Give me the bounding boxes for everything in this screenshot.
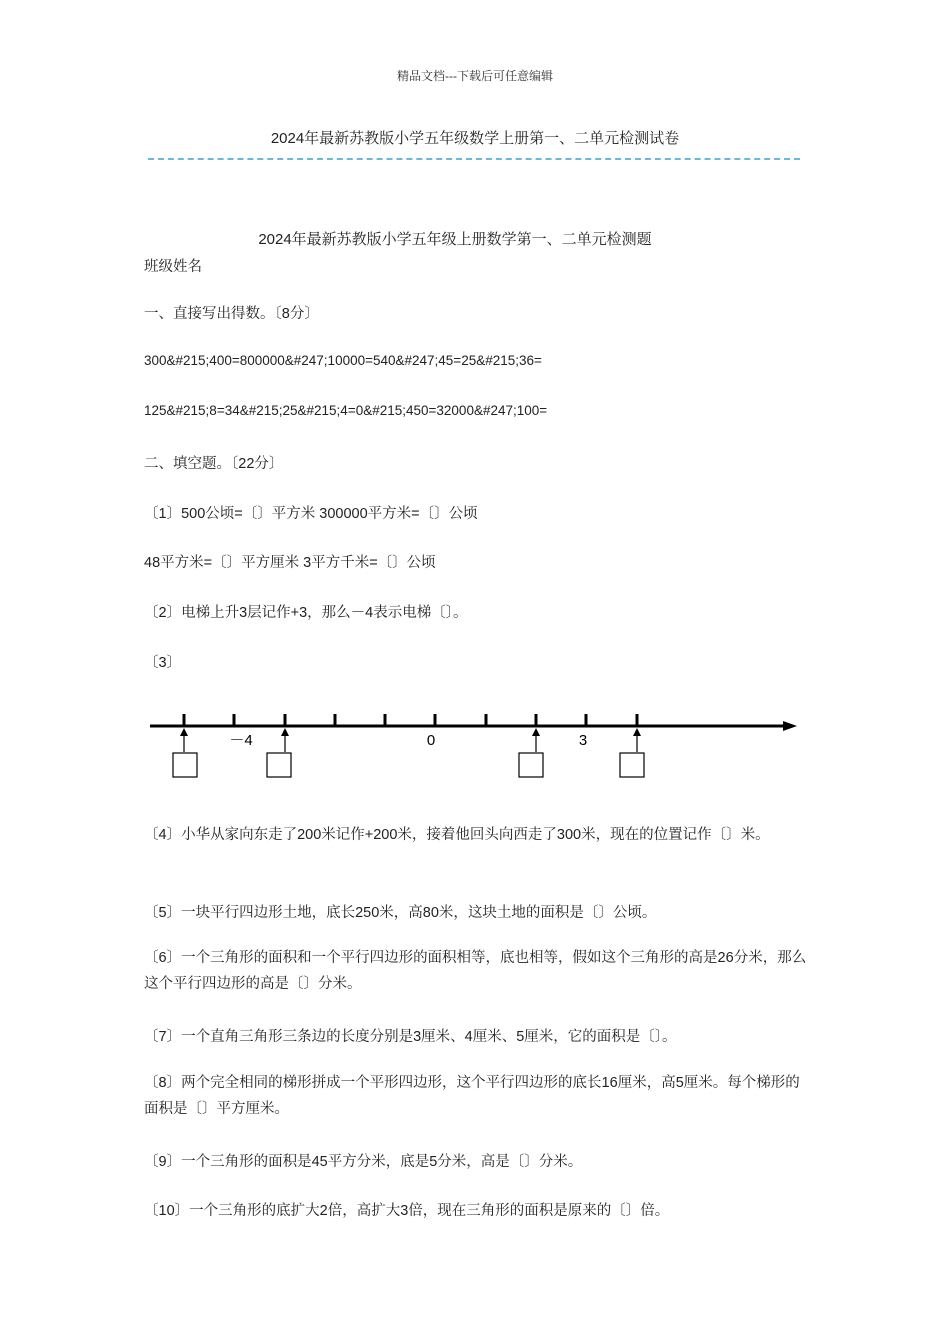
document-title: 2024年最新苏教版小学五年级数学上册第一、二单元检测试卷 xyxy=(270,130,680,147)
section1-heading: 一、直接写出得数。〔8分〕 xyxy=(144,306,319,322)
question-8: 〔8〕两个完全相同的梯形拼成一个平形四边形，这个平行四边形的底长16厘米，高5厘米。每个梯形的面积是〔〕平方厘米。 xyxy=(144,1075,800,1117)
answer-box xyxy=(267,753,291,777)
section1-row2: 125&#215;8=34&#215;25&#215;4=0&#215;450=32000&#247;100= xyxy=(144,403,548,418)
question-7: 〔7〕一个直角三角形三条边的长度分别是3厘米、4厘米、5厘米，它的面积是〔〕。 xyxy=(144,1029,677,1045)
question-2: 〔2〕电梯上升3层记作+3，那么－4表示电梯〔〕。 xyxy=(144,605,468,621)
label-three: 3 xyxy=(578,732,588,749)
answer-pointer-2 xyxy=(267,728,291,777)
question-3: 〔3〕 xyxy=(144,655,182,671)
question-9: 〔9〕一个三角形的面积是45平方分米，底是5分米，高是〔〕分米。 xyxy=(144,1154,583,1170)
up-arrow-icon xyxy=(532,728,540,736)
question-1b: 48平方米=〔〕平方厘米 3平方千米=〔〕公顷 xyxy=(144,555,436,571)
question-1a: 〔1〕500公顷=〔〕平方米 300000平方米=〔〕公顷 xyxy=(144,506,478,522)
up-arrow-icon xyxy=(180,728,188,736)
label-zero: 0 xyxy=(426,732,436,749)
up-arrow-icon xyxy=(633,728,641,736)
dashed-divider xyxy=(148,158,800,160)
section1-row1: 300&#215;400=800000&#247;10000=540&#247;45=25&#215;36= xyxy=(144,353,542,368)
question-5: 〔5〕一块平行四边形土地，底长250米，高80米，这块土地的面积是〔〕公顷。 xyxy=(144,905,657,921)
answer-box xyxy=(173,753,197,777)
number-line-figure xyxy=(145,700,805,790)
question-10: 〔10〕一个三角形的底扩大2倍，高扩大3倍，现在三角形的面积是原来的〔〕倍。 xyxy=(144,1203,670,1219)
answer-box xyxy=(620,753,644,777)
watermark-text: 精品文档---下载后可任意编辑 xyxy=(397,69,553,83)
exam-title: 2024年最新苏教版小学五年级上册数学第一、二单元检测题 xyxy=(258,231,652,248)
answer-box xyxy=(519,753,543,777)
answer-pointer-4 xyxy=(620,728,644,777)
answer-pointer-3 xyxy=(519,728,543,777)
class-name-line: 班级姓名 xyxy=(144,259,202,275)
answer-pointer-1 xyxy=(173,728,197,777)
up-arrow-icon xyxy=(281,728,289,736)
label-minus-4: －4 xyxy=(229,732,253,749)
section2-heading: 二、填空题。〔22分〕 xyxy=(144,456,284,472)
number-line-arrowhead xyxy=(783,721,797,731)
question-6: 〔6〕一个三角形的面积和一个平行四边形的面积相等，底也相等，假如这个三角形的高是26分米，那么这个平行四边形的高是〔〕分米。 xyxy=(144,950,807,992)
question-4: 〔4〕小华从家向东走了200米记作+200米，接着他回头向西走了300米，现在的位置记作〔〕米。 xyxy=(144,827,770,843)
